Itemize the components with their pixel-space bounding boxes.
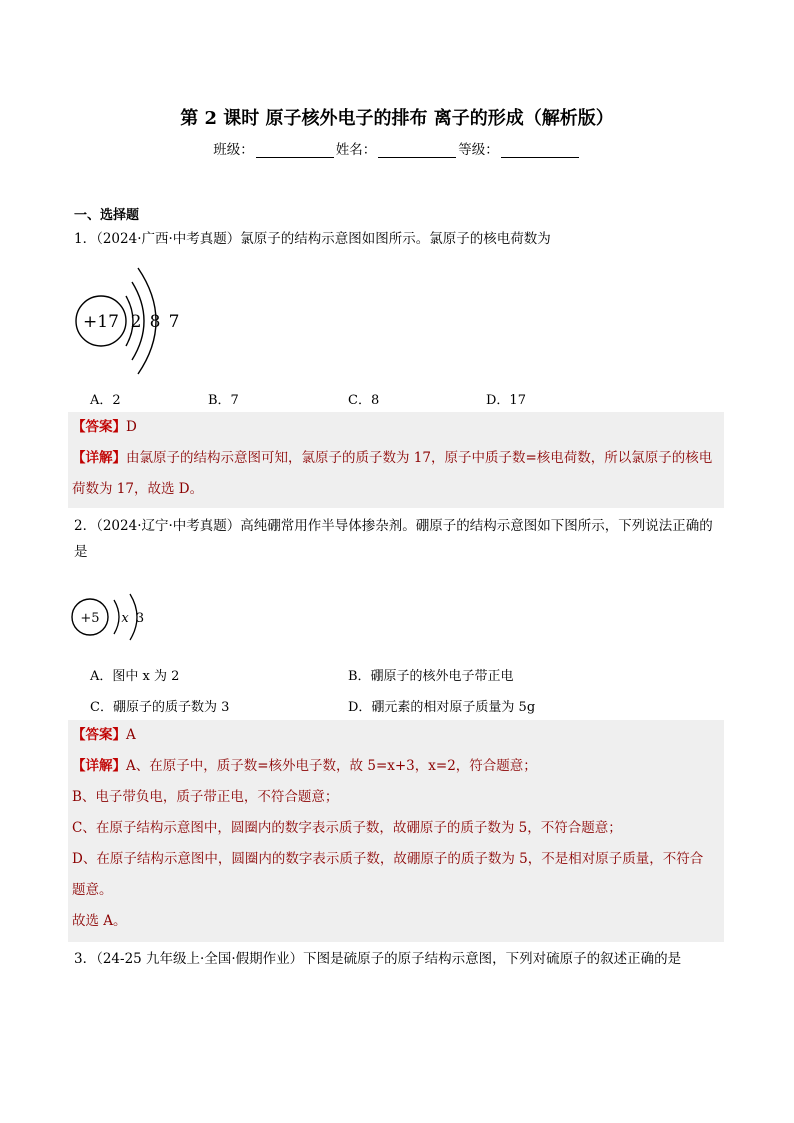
q2-detail-c: C、在原子结构示意图中，圆圈内的数字表示质子数，故硼原子的质子数为 5，不符合题意；	[72, 820, 622, 836]
q2-nucleus-label: +5	[80, 611, 100, 626]
q2-shell2-count: 3	[135, 611, 145, 626]
q2-stem-line2: 是	[74, 544, 88, 560]
class-label: 班级：	[213, 142, 254, 158]
name-label: 姓名：	[335, 142, 377, 158]
student-info	[0, 138, 794, 158]
q2-option-d[interactable]: D．硼元素的相对原子质量为 5g	[348, 700, 536, 715]
shell-arc-1	[114, 600, 119, 634]
class-blank[interactable]	[256, 143, 334, 158]
q2-option-c[interactable]: C．硼原子的质子数为 3	[90, 700, 230, 715]
answer-label: 【答案】	[72, 727, 126, 743]
q2-shell1-count: x	[121, 611, 129, 626]
q1-stem: 1．（2024·广西·中考真题）氯原子的结构示意图如图所示。氯原子的核电荷数为	[74, 231, 551, 247]
boron-atom-diagram	[70, 590, 170, 646]
grade-label: 等级：	[458, 142, 499, 158]
q1-detail-line1: 【详解】由氯原子的结构示意图可知，氯原子的质子数为 17，原子中质子数=核电荷数，所以氯原子的核电	[72, 450, 713, 466]
q1-answer-block	[68, 412, 724, 508]
q2-detail-b: B、电子带负电，质子带正电，不符合题意；	[72, 789, 339, 805]
chlorine-atom-diagram	[70, 258, 200, 388]
grade-blank[interactable]	[501, 143, 579, 158]
q2-answer-value: A	[126, 727, 136, 743]
name-blank[interactable]	[378, 143, 456, 158]
q1-option-b[interactable]: B．7	[208, 393, 239, 408]
q1-shell3-count: 7	[168, 312, 180, 332]
q2-detail-a: 【详解】A、在原子中，质子数=核外电子数，故 5=x+3，x=2，符合题意；	[72, 758, 537, 774]
q2-answer-block	[68, 720, 724, 942]
q1-nucleus-label: +17	[83, 312, 119, 332]
q1-answer-line	[72, 412, 724, 443]
q1-shell1-count: 2	[130, 312, 142, 332]
answer-label: 【答案】	[72, 419, 126, 435]
q1-option-c[interactable]: C．8	[348, 393, 380, 408]
section-title: 一、选择题	[74, 208, 140, 223]
page-title: 第 2 课时 原子核外电子的排布 离子的形成（解析版）	[180, 108, 614, 129]
q1-option-a[interactable]: A．2	[90, 393, 121, 408]
q2-option-a[interactable]: A．图中 x 为 2	[90, 669, 180, 684]
q2-answer-line	[72, 720, 724, 751]
q2-stem-line1: 2．（2024·辽宁·中考真题）高纯硼常用作半导体掺杂剂。硼原子的结构示意图如下图所示，下列说法正确的	[74, 518, 713, 534]
detail-label: 【详解】	[72, 758, 126, 774]
q1-shell2-count: 8	[149, 312, 161, 332]
q3-stem: 3．（24-25 九年级上·全国·假期作业）下图是硫原子的原子结构示意图，下列对硫原子的叙述正确的是	[74, 951, 682, 967]
q1-answer-value: D	[126, 419, 137, 435]
q1-option-d[interactable]: D．17	[486, 393, 526, 408]
q2-stem	[74, 513, 724, 565]
detail-label: 【详解】	[72, 450, 126, 466]
q2-option-b[interactable]: B．硼原子的核外电子带正电	[348, 669, 514, 684]
q1-detail-line2: 荷数为 17，故选 D。	[72, 481, 204, 497]
q2-detail-d2: 题意。	[72, 882, 113, 898]
q2-conclusion: 故选 A。	[72, 913, 127, 929]
q2-detail-d1: D、在原子结构示意图中，圆圈内的数字表示质子数，故硼原子的质子数为 5，不是相对原子质量，不符合	[72, 851, 704, 867]
